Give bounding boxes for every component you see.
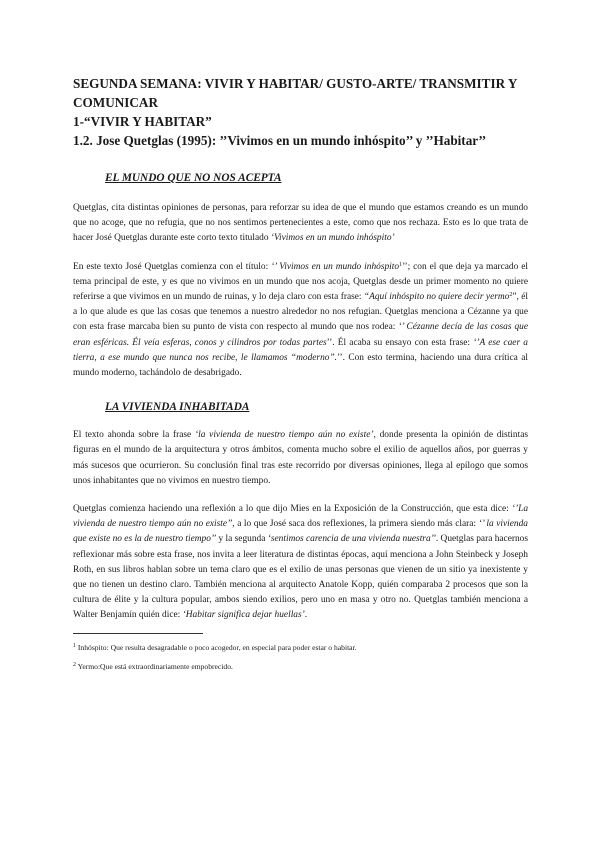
subunit-heading: 1.2. Jose Quetglas (1995): ’’Vivimos en un mundo inhóspito’’ y ’’Habitar’’ xyxy=(73,133,487,148)
quote: ‘’ Vivimos en un mundo inhóspito xyxy=(271,261,400,272)
footnote-divider xyxy=(73,633,203,634)
section-title-mundo: EL MUNDO QUE NO NOS ACEPTA xyxy=(105,172,282,184)
footnote-ref: 1 xyxy=(399,261,403,268)
footnote-number: 2 xyxy=(73,661,76,668)
text: En este texto José Quetglas comienza con el título: xyxy=(73,261,269,272)
text: . xyxy=(304,610,308,621)
document-page xyxy=(73,74,528,673)
quote: “Aquí inhóspito no quiere decir yermo xyxy=(363,292,510,303)
text: ’’. Con esto termina, haciendo una dura crítica al mundo moderno, tachándolo de desabrigado. xyxy=(73,352,528,379)
footnote-number: 1 xyxy=(73,642,76,649)
quote: ‘’A ese caer a tierra, a ese mundo que nunca nos recibe, le llamamos “moderno”. xyxy=(73,337,528,363)
quote: ‘sentimos carencia de una vivienda nuestra’’ xyxy=(267,534,436,545)
text: El texto ahonda sobre la frase xyxy=(73,430,192,441)
paragraph xyxy=(73,260,528,382)
paragraph xyxy=(73,502,528,624)
text: Quetglas comienza haciendo una reflexión a lo que dijo Mies en la Exposición de la Construcción, que esta dice: xyxy=(73,504,509,515)
quote: ‘’ Cézanne decía de las cosas que eran esféricas. Él veía esferas, conos y cilindros por todas partes xyxy=(73,322,529,348)
footnote-text: Inhóspito: Que resulta desagradable o poco acogedor, en especial para poder estar o habitar. xyxy=(77,642,357,652)
quote: ‘’ la vivienda que existe no es la de nuestro tiempo’’ xyxy=(73,519,528,545)
quote: ‘Vivimos en un mundo inhóspito’ xyxy=(270,233,395,244)
footnote xyxy=(73,642,528,654)
text: . Quetglas para hacernos reflexionar más sobre esta frase, nos invita a leer literatura de distintas épocas, aquí menciona a John Steinbeck y Joseph Roth, en sus libros hablan sobre un tema claro que es el exilio de unas personas que vienen de un sitio ya inexistente y que no tienen un destino claro. También menciona al arquitecto Anatole Kopp, quién comparaba 2 procesos que son la cultura de élite y la cultura popular, ambos siendo exilios, pero uno en masa y otro no. Quetglas también menciona a Walter Benjamín quién dice: xyxy=(73,534,529,621)
footnote xyxy=(73,661,528,673)
text: ’’. Él acaba su ensayo con esta frase: xyxy=(326,337,471,348)
quote: ‘Habitar significa dejar huellas’ xyxy=(182,610,305,621)
text: Quetglas, cita distintas opiniones de personas, para reforzar su idea de que el mundo que estamos creando es un mundo que no acoge, que no refugia, que no nos sentimos pertenecientes a este, como que nos rechaza. Esto es lo que trata de hacer José Quetglas durante este corto texto titulado xyxy=(73,203,528,244)
text: y la segunda xyxy=(218,534,266,545)
text: , a lo que José saca dos reflexiones, la primera siendo más clara: xyxy=(232,519,477,530)
unit-heading: 1-“VIVIR Y HABITAR” xyxy=(73,114,212,129)
text: , donde presenta la opinión de distintas figuras en el mundo de la arquitectura y otros ámbitos, comenta mucho sobre el exilio de aquellos años, por guerras y más sucesos que ocurrieron. Su conclusión final tras este recorrido por diversas opiniones, llega al epílogo que somos unos inhabitantes que no vivimos en nuestro tiempo. xyxy=(73,430,529,486)
paragraph xyxy=(73,201,528,247)
text: ”, él a lo que alude es que las cosas que tenemos a nuestro alrededor no nos refugian. Quetglas menciona a Cézanne ya que con esta frase marcaba bien su punto de vista con respecto al mundo que nos rodea: xyxy=(73,292,528,333)
footnote-text: Yermo:Que está extraordinariamente empobrecido. xyxy=(77,661,233,671)
footnote-ref: 2 xyxy=(509,292,513,299)
section-title-vivienda: LA VIVIENDA INHABITADA xyxy=(105,401,250,414)
paragraph xyxy=(73,428,528,489)
week-heading: SEGUNDA SEMANA: VIVIR Y HABITAR/ GUSTO-ARTE/ TRANSMITIR Y COMUNICAR xyxy=(73,76,517,110)
quote: ‘la vivienda de nuestro tiempo aún no existe’ xyxy=(194,430,374,441)
quote: ‘’La vivienda de nuestro tiempo aún no existe’’ xyxy=(73,504,529,530)
text: ’’; con el que deja ya marcado el tema principal de este, y es que no vivimos en un mundo que nos acoja, Quetglas desde un primer momento no quiere referirse a que vivimos en un mundo de ruinas, y lo deja claro con esta frase: xyxy=(73,261,528,303)
